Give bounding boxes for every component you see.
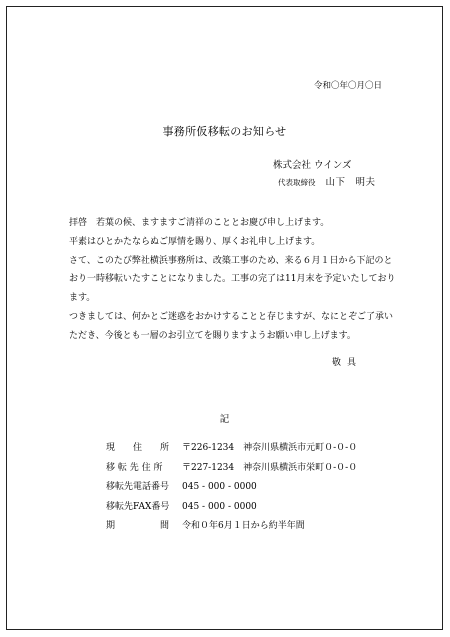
- representative-name: 山下 明夫: [325, 177, 376, 188]
- body-paragraph-request: つきましては、何かとご迷惑をおかけすることと存じますが、なにとぞご了承いただき、今後とも一層のお引立てを賜りますようお願い申し上げます。: [69, 311, 394, 341]
- closing-word: 敬具: [331, 358, 362, 368]
- detail-value: 〒227-1234 神奈川県横浜市栄町０-０-０: [182, 462, 358, 473]
- detail-row-new-address: [106, 459, 357, 479]
- body-paragraph-greeting: 拝啓 若葉の候、ますますご清祥のこととお慶び申し上げます。: [69, 218, 330, 228]
- representative: [278, 174, 376, 188]
- document-date: 令和〇年〇月〇日: [313, 81, 382, 91]
- body-paragraph-thanks: 平素はひとかたならぬご厚情を賜り、厚くお礼申し上げます。: [69, 236, 321, 247]
- detail-value: 〒226-1234 神奈川県横浜市元町０-０-０: [182, 443, 358, 453]
- details-list: [106, 439, 357, 537]
- detail-label: 期 間: [106, 521, 170, 531]
- detail-row-new-fax: [106, 498, 357, 518]
- detail-label: 移転先FAX番号: [106, 501, 170, 512]
- detail-value: 045 - 000 - 0000: [182, 482, 257, 492]
- detail-row-current-address: [106, 439, 357, 459]
- ki-heading: 記: [219, 414, 230, 425]
- detail-value: 045 - 000 - 0000: [182, 501, 257, 512]
- letter-body: [69, 214, 399, 346]
- detail-row-new-phone: [106, 478, 357, 498]
- document-page: [6, 6, 443, 630]
- document-title: 事務所仮移転のお知らせ: [162, 125, 287, 138]
- representative-title: 代表取締役: [278, 178, 316, 187]
- detail-value: 令和０年6月１日から約半年間: [182, 521, 305, 531]
- body-paragraph-announcement: さて、このたび弊社横浜事務所は、改築工事のため、来る６月１日から下記のとおり一時移転いたすことになりました。工事の完了は11月末を予定いたしております。: [69, 255, 396, 304]
- detail-label: 現 住 所: [106, 443, 170, 453]
- company-name: 株式会社 ウインズ: [273, 160, 352, 171]
- detail-label: 移転先電話番号: [106, 482, 170, 492]
- detail-row-period: [106, 517, 357, 537]
- detail-label: 移 転 先 住 所: [106, 462, 163, 473]
